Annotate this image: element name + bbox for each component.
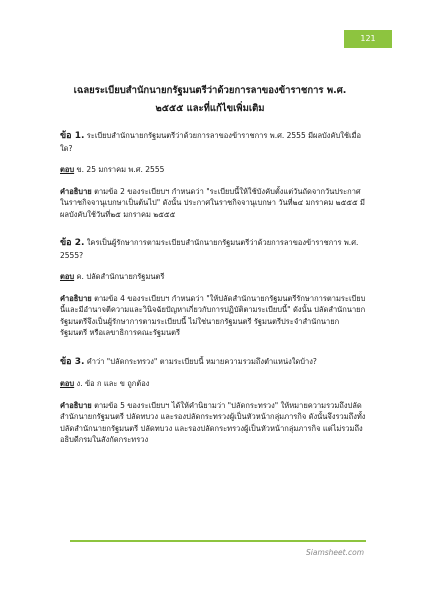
question-text: ใครเป็นผู้รักษาการตามระเบียบสำนักนายกรัฐมนตรีว่าด้วยการลาของข้าราชการ พ.ศ. 2555? [60,238,359,260]
question-text: คำว่า "ปลัดกระทรวง" ตามระเบียบนี้ หมายความรวมถึงตำแหน่งใดบ้าง? [86,356,317,366]
page-number-badge: 121 [344,30,392,48]
answer-3 [60,378,366,390]
answer-2 [60,271,366,283]
question-1 [60,130,366,154]
answer-text: ง. ข้อ ก และ ข ถูกต้อง [76,379,150,388]
qa-block-3 [60,356,366,446]
footer-site-link[interactable]: Siamsheet.com [306,548,364,557]
answer-text: ข. 25 มกราคม พ.ศ. 2555 [76,165,165,174]
qa-block-2 [60,237,366,339]
footer-divider [70,540,366,542]
answer-label: ตอบ [60,165,75,174]
explanation-label: คำอธิบาย [60,293,92,303]
question-number: ข้อ 2. [60,238,85,248]
explanation-text: ตามข้อ 4 ของระเบียบฯ กำหนดว่า "ให้ปลัดสำนักนายกรัฐมนตรีรักษาการตามระเบียบนี้และมีอำนาจตีความและวินิจฉัยปัญหาเกี่ยวกับการปฏิบัติตามระเบียบนี้" ดังนั้น ปลัดสำนักนายกรัฐมนตรีจึงเป็นผู้รักษาการตามระเบียบนี้ ไม่ใช่นายกรัฐมนตรี รัฐมนตรีประจำสำนักนายกรัฐมนตรี หรือเลขาธิการคณะรัฐมนตรี [60,293,366,337]
explanation-text: ตามข้อ 5 ของระเบียบฯ ได้ให้คำนิยามว่า "ปลัดกระทรวง" ให้หมายความรวมถึงปลัดสำนักนายกรัฐมนตรี ปลัดทบวง และรองปลัดกระทรวงผู้เป็นหัวหน้ากลุ่มภารกิจ ดังนั้นจึงรวมถึงทั้งปลัดสำนักนายกรัฐมนตรี ปลัดทบวง และรองปลัดกระทรวงผู้เป็นหัวหน้ากลุ่มภารกิจ แต่ไม่รวมถึงอธิบดีกรมในสังกัดกระทรวง [60,400,366,444]
question-number: ข้อ 1. [60,131,85,141]
explanation-1 [60,186,366,221]
explanation-3 [60,400,366,446]
question-2 [60,237,366,261]
answer-text: ค. ปลัดสำนักนายกรัฐมนตรี [76,272,165,281]
explanation-2 [60,293,366,339]
explanation-label: คำอธิบาย [60,186,92,196]
document-title: เฉลยระเบียบสำนักนายกรัฐมนตรีว่าด้วยการลาของข้าราชการ พ.ศ. ๒๕๕๕ และที่แก้ไขเพิ่มเติม [73,85,347,114]
answer-label: ตอบ [60,272,75,281]
answer-label: ตอบ [60,379,75,388]
qa-block-1 [60,130,366,220]
explanation-label: คำอธิบาย [60,400,92,410]
answer-1 [60,164,366,176]
explanation-text: ตามข้อ 2 ของระเบียบฯ กำหนดว่า "ระเบียบนี้ให้ใช้บังคับตั้งแต่วันถัดจากวันประกาศในราชกิจจานุเบกษาเป็นต้นไป" ดังนั้น ประกาศในราชกิจจานุเบกษา วันที่๒๔ มกราคม ๒๕๕๕ มีผลบังคับใช้วันที่๒๕ มกราคม ๒๕๕๕ [60,186,365,219]
question-3 [60,356,366,369]
question-number: ข้อ 3. [60,356,85,367]
qa-content [60,130,366,446]
question-text: ระเบียบสำนักนายกรัฐมนตรีว่าด้วยการลาของข้าราชการ พ.ศ. 2555 มีผลบังคับใช้เมื่อใด? [60,131,362,153]
